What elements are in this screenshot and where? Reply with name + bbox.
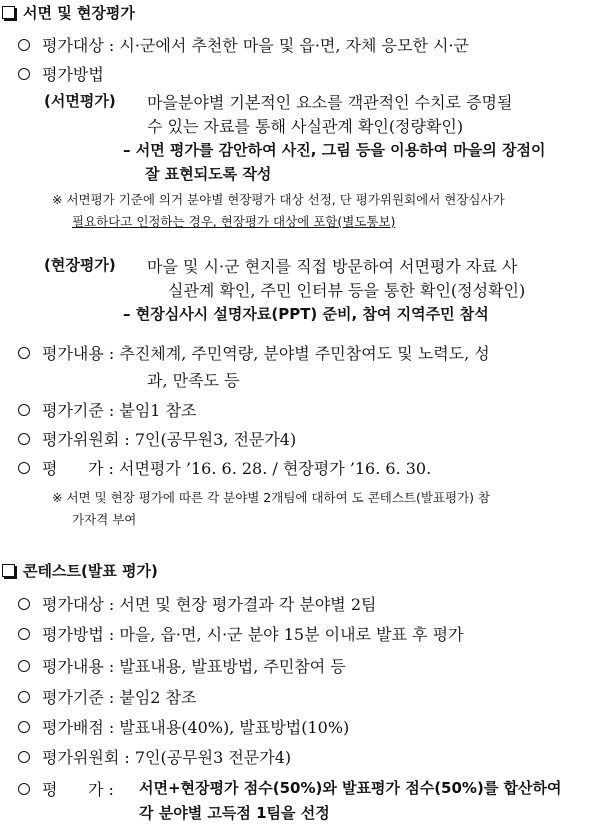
circle-bullet-icon — [18, 68, 30, 80]
list-item: 평가위원회 : 7인(공무원3 전문가4) — [18, 745, 291, 768]
circle-bullet-icon — [18, 347, 30, 359]
document-eval-line: 수 있는 자료를 통해 사실관계 확인(정량확인) — [147, 117, 464, 136]
list-item: 평가방법 — [18, 62, 104, 85]
list-item: 평가기준 : 붙임1 참조 — [18, 398, 196, 421]
circle-bullet-icon — [18, 433, 30, 445]
list-item: 평가내용 : 발표내용, 발표방법, 주민참여 등 — [18, 654, 346, 677]
note: 가자격 부여 — [72, 512, 137, 527]
list-item: 평가대상 : 시·군에서 추천한 마을 및 읍·면, 자체 응모한 시·군 — [18, 33, 469, 56]
circle-bullet-icon — [18, 598, 30, 610]
eval-description: 서면+현장평가 점수(50%)와 발표평가 점수(50%)를 합산하여 — [139, 779, 562, 797]
circle-bullet-icon — [18, 628, 30, 640]
document-eval-line: 마을분야별 기본적인 요소를 객관적인 수치로 증명될 — [147, 93, 513, 112]
section-heading — [2, 560, 158, 581]
circle-bullet-icon — [18, 721, 30, 733]
eval-description: 각 분야별 고득점 1팀을 선정 — [139, 804, 330, 822]
list-item: 평가배점 : 발표내용(40%), 발표방법(10%) — [18, 715, 349, 738]
document-eval-bullet: – 서면 평가를 감안하여 사진, 그림 등을 이용하여 마을의 장점이 — [123, 141, 546, 159]
document-eval-bullet: 잘 표현되도록 작성 — [145, 165, 272, 183]
section-title: 서면 및 현장평가 — [23, 4, 135, 22]
field-eval-line: 마을 및 시·군 현지를 직접 방문하여 서면평가 자료 사 — [147, 257, 518, 276]
circle-bullet-icon — [18, 660, 30, 672]
list-item: 평가위원회 : 7인(공무원3, 전문가4) — [18, 427, 296, 450]
field-eval-line: 실관계 확인, 주민 인터뷰 등을 통한 확인(정성확인) — [168, 281, 526, 300]
circle-bullet-icon — [18, 462, 30, 474]
list-item: 평가기준 : 붙임2 참조 — [18, 685, 196, 708]
field-eval-bullet: – 현장심사시 설명자료(PPT) 준비, 참여 지역주민 참석 — [123, 305, 489, 323]
checkbox-square-icon — [2, 6, 15, 19]
section-heading — [2, 2, 135, 23]
list-item: 평 가 : 서면평가 ’16. 6. 28. / 현장평가 ’16. 6. 30. — [18, 456, 431, 479]
note: ※ 서면평가 기준에 의거 분야별 현장평가 대상 선정, 단 평가위원회에서 현장심사가 — [52, 192, 505, 207]
circle-bullet-icon — [18, 751, 30, 763]
checkbox-square-icon — [2, 564, 15, 577]
section-title: 콘테스트(발표 평가) — [23, 562, 158, 580]
document-eval-label: (서면평가) — [44, 92, 116, 110]
field-eval-label: (현장평가) — [44, 256, 116, 274]
list-item: 평가내용 : 추진체계, 주민역량, 분야별 주민참여도 및 노력도, 성 — [18, 341, 490, 364]
circle-bullet-icon — [18, 783, 30, 795]
note: ※ 서면 및 현장 평가에 따른 각 분야별 2개팀에 대하여 도 콘테스트(발표평가) 참 — [52, 490, 491, 505]
list-item-continued: 과, 만족도 등 — [147, 371, 240, 390]
circle-bullet-icon — [18, 39, 30, 51]
list-item: 평가대상 : 서면 및 현장 평가결과 각 분야별 2팀 — [18, 592, 376, 615]
circle-bullet-icon — [18, 404, 30, 416]
list-item: 평가방법 : 마을, 읍·면, 시·군 분야 15분 이내로 발표 후 평가 — [18, 622, 464, 645]
circle-bullet-icon — [18, 691, 30, 703]
list-item: 평 가 : — [18, 777, 114, 800]
note: 필요하다고 인정하는 경우, 현장평가 대상에 포함(별도통보) — [72, 214, 396, 229]
